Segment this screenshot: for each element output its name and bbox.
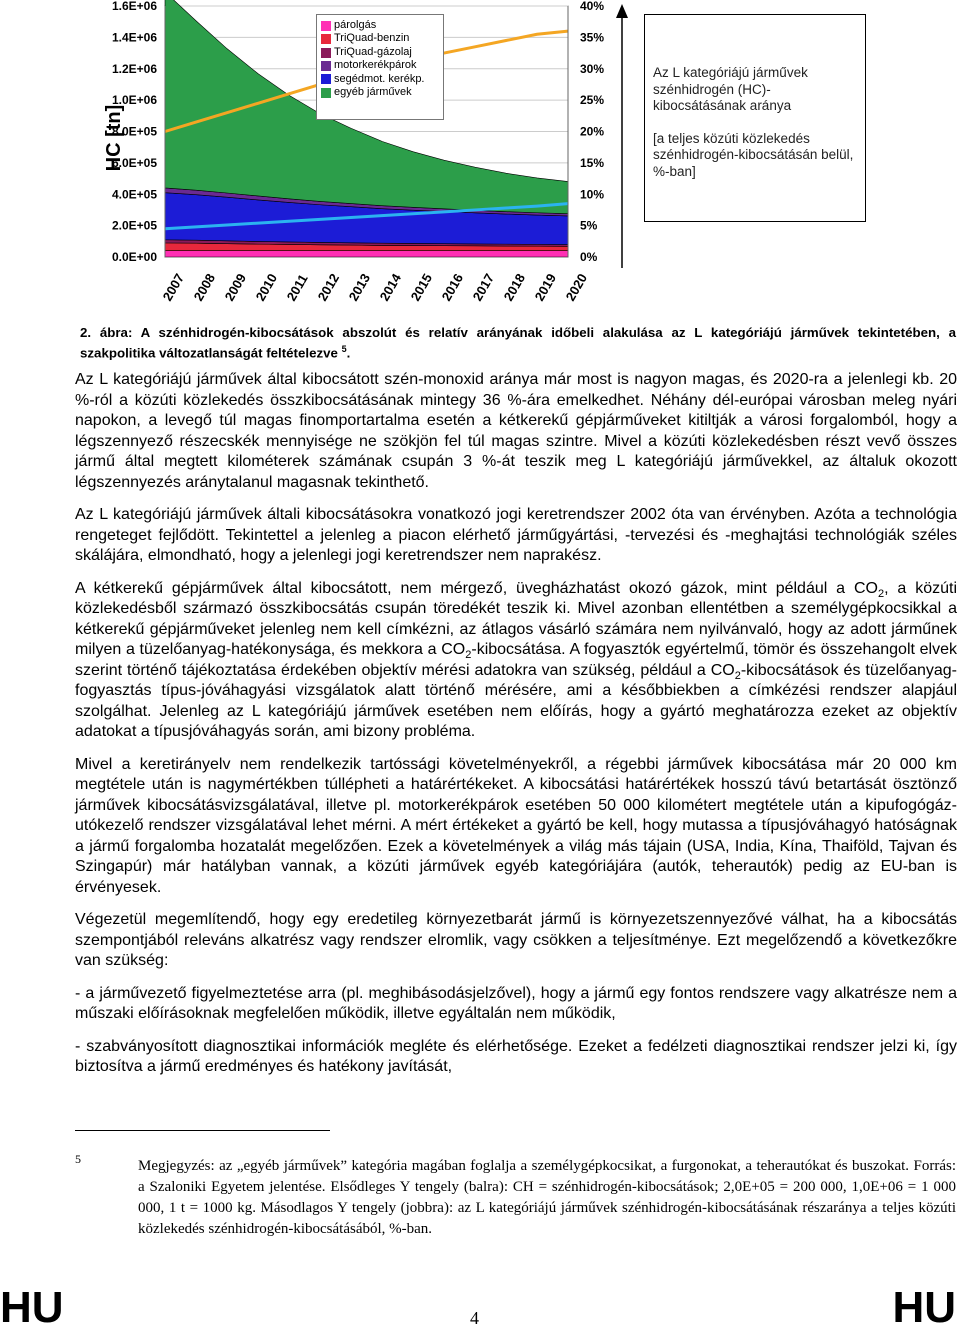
co2-subscript: 2 xyxy=(877,587,885,600)
x-tick-label: 2012 xyxy=(314,270,343,304)
legend-item xyxy=(321,32,443,45)
legend-item xyxy=(321,86,443,99)
x-tick-label: 2016 xyxy=(438,270,467,304)
legend-swatch xyxy=(321,34,331,44)
y-right-tick-label: 0% xyxy=(580,250,598,264)
y-right-tick-label: 20% xyxy=(580,124,605,139)
caption-end: . xyxy=(346,345,351,361)
y-left-tick-label: 8.0E+05 xyxy=(111,124,157,139)
x-tick-label: 2013 xyxy=(345,270,374,304)
y-left-tick-label: 4.0E+05 xyxy=(111,187,157,202)
paragraph-4: Mivel a keretirányelv nem rendelkezik tartóssági követelményekről, a régebbi járművek kibocsátása már 20 000 km megtétele után is nagymértékben túllépheti a határértékeket. A kibocsátási határértékek hosszú távú betartását ösztönző járművek kibocsátásvizsgálatával, illetve pl. motorkerékpárok esetében 50 000 kilométert megtétele után a kipufogógáz-utókezelő rendszer vizsgálatával lehet mérni. A mért értékeket a gyártó be kell, hogy mutassa a típusjóváhagyó hatóságnak a jármű forgalomba hozatalát megelőzően. Ezek a követelmények a világ más tájain (USA, India, Kína, Thaiföld, Tajvan és Szingapúr) már hatályban vannak, a közúti járművek egyéb kategóriájára (autók, teherautók) pedig az EU-ban is érvényesek. xyxy=(75,755,957,896)
y-right-tick-label: 10% xyxy=(580,187,605,202)
y-axis-title: HC [tn] xyxy=(103,104,125,172)
y-left-tick-label: 2.0E+05 xyxy=(111,218,157,233)
x-tick-label: 2011 xyxy=(283,271,311,304)
legend-label: TriQuad-gázolaj xyxy=(334,45,412,58)
legend-swatch xyxy=(321,21,331,31)
hc-emission-chart xyxy=(0,0,960,310)
co2-subscript: 2 xyxy=(734,669,741,682)
arrow-head-icon xyxy=(616,4,628,18)
page-number: 4 xyxy=(470,1308,479,1328)
p3-part-c: -kibocsátása. A fogyasztók egyértelmű, tömör és összehangolt elvek szerint történő tájékoztatása érdekében objektív mérési adatokra van szükség, például a CO xyxy=(75,641,957,679)
paragraph-7: - szabványosított diagnosztikai információk megléte és elérhetősége. Ezeket a fedélzeti diagnosztikai rendszer jelzi ki, így biztosítva a jármű eredményes és hatékony javítását, xyxy=(75,1037,957,1075)
caption-text: 2. ábra: A szénhidrogén-kibocsátások abszolút és relatív arányának időbeli alakulása az L kategóriájú járművek tekintetében, a szakpolitika változatlanságát feltételezve xyxy=(80,325,956,361)
legend-item xyxy=(321,73,443,86)
co2-subscript: 2 xyxy=(465,649,472,662)
y-right-tick-label: 15% xyxy=(580,155,605,170)
paragraph-3 xyxy=(75,579,957,743)
x-tick-label: 2017 xyxy=(469,270,498,304)
y-left-tick-label: 6.0E+05 xyxy=(111,155,157,170)
footnote-text: Megjegyzés: az „egyéb járművek” kategória magában foglalja a személygépkocsikat, a furgonokat, a teherautókat és buszokat. Forrás: a Szaloniki Egyetem jelentése. Elsődleges Y tengely (balra): CH = szénhidrogén-kibocsátások; 2,0E+05 = 200 000, 1,0E+06 = 1 000 000, 1 t = 1000 kg. Másodlagos Y tengely (jobbra): az L kategóriájú járművek szénhidrogén-kibocsátásának részaránya a teljes közúti közlekedés szénhidrogén-kibocsátásából, %-ban. xyxy=(138,1158,956,1237)
body-text xyxy=(75,370,957,1090)
y-right-tick-label: 5% xyxy=(580,218,598,233)
paragraph-2: Az L kategóriájú járművek általi kibocsátásokra vonatkozó jogi keretrendszer 2002 óta van érvényben. Azóta a technológia rengeteget fejlődött. Tekintettel a jelenleg a piacon elérhető járműgyártási, -tervezési és -meghajtási technológiák széles skálájára, elmondható, hogy a jelenlegi jogi keretrendszer nem naprakész. xyxy=(75,506,957,564)
y-left-tick-label: 1.4E+06 xyxy=(111,30,157,45)
legend-label: egyéb járművek xyxy=(334,86,412,99)
p1-part-a: Az L kategóriájú járművek által kibocsátott szén-monoxid aránya már most is nagyon magas, és 2020-ra a jelenlegi kb. xyxy=(75,371,940,388)
x-tick-label: 2015 xyxy=(407,270,436,304)
chart-legend xyxy=(316,14,444,120)
x-tick-label: 2020 xyxy=(562,270,591,304)
footer-language-left: HU xyxy=(0,1283,64,1332)
y-left-tick-label: 1.0E+06 xyxy=(111,93,157,108)
x-tick-label: 2010 xyxy=(252,270,281,304)
y-right-tick-label: 25% xyxy=(580,93,605,108)
legend-label: segédmot. kerékp. xyxy=(334,72,425,85)
x-tick-label: 2008 xyxy=(190,270,219,304)
chart-info-box xyxy=(644,14,866,222)
p1-highlight: 20 %-ról a közúti közlekedés összkibocsátásának mintegy 36 %-ára emelkedhet. xyxy=(75,371,957,409)
x-tick-label: 2019 xyxy=(531,270,560,304)
legend-swatch xyxy=(321,74,331,84)
caption-footnote-ref: 5 xyxy=(341,344,347,354)
x-tick-label: 2007 xyxy=(159,270,188,304)
legend-item xyxy=(321,46,443,59)
x-tick-label: 2009 xyxy=(221,270,250,304)
legend-swatch xyxy=(321,88,331,98)
y-right-tick-label: 40% xyxy=(580,0,605,13)
legend-label: motorkerékpárok xyxy=(334,59,417,72)
info-line-1: Az L kategóriájú járművek szénhidrogén (HC)-kibocsátásának aránya xyxy=(653,65,808,113)
legend-item xyxy=(321,59,443,72)
area-series xyxy=(165,251,568,257)
legend-label: párolgás xyxy=(334,19,377,31)
x-tick-label: 2018 xyxy=(500,270,529,304)
p3-part-b: , a közúti közlekedésből származó összkibocsátás csupán töredékét teszik ki. Mivel azonban ellentétben a személygépkocsikkal a kétkerekű gépjárműveket jelenleg nem kell címkézni, az átlagos vásárló számára nem nyilvánvaló, hogy az adott járműnek milyen a tüzelőanyag-hatékonysága, és mekkora a CO xyxy=(75,579,957,658)
y-left-tick-label: 1.6E+06 xyxy=(111,0,157,13)
p3-part-a: A kétkerekű gépjárművek által kibocsátott, nem mérgező, üvegházhatást okozó gázok, mint például a CO xyxy=(75,579,878,597)
p1-part-c: Néhány dél-európai városban meleg nyári napokon, a levegő túl magas finomportartalma esetén a kétkerekű gépjárműveket kitiltják a városi forgalomból, hogy a légszennyező részecskék mennyisége ne szökjön fel túl magas szintre. Mivel a közúti közlekedésben részt vevő összes jármű által megtett kilométerek számának csupán 3 %-át teszik meg L kategóriájú járművekkel, az általuk okozott légszennyezés aránytalanul magasnak tekinthető. xyxy=(75,391,957,491)
paragraph-5: Végezetül megemlítendő, hogy egy eredetileg környezetbarát jármű is környezetszennyezővé válhat, ha a kibocsátás szempontjából releváns alkatrész vagy rendszer elromlik, vagy csökken a teljesítménye. Ezt megelőzendő a következőkre van szükség: xyxy=(75,911,957,969)
y-left-tick-label: 1.2E+06 xyxy=(111,61,157,76)
y-left-tick-label: 0.0E+00 xyxy=(111,250,157,264)
footer-language-right: HU xyxy=(892,1283,956,1332)
legend-item xyxy=(321,19,443,32)
figure-caption xyxy=(80,324,956,361)
paragraph-6: - a járművezető figyelmeztetése arra (pl. meghibásodásjelzővel), hogy a jármű egy fontos rendszere vagy alkatrésze nem a műszaki előírásoknak megfelelően működik, illetve egyáltalán nem működik, xyxy=(75,984,957,1022)
p3-part-d: -kibocsátások és tüzelőanyag-fogyasztás típus-jóváhagyási vizsgálatok alatt történő mérésére, ami a későbbiekben a címkézési rendszer alapjául szolgálhat. Jelenleg az L kategóriájú járművek esetében nem előírás, hogy a gyártó meghatározza ezeket az objektív adatokat a típusjóváhagyás során, ami bizony probléma. xyxy=(75,661,957,740)
footnote-separator xyxy=(75,1130,330,1131)
legend-swatch xyxy=(321,61,331,71)
footnote-mark: 5 xyxy=(75,1152,81,1166)
legend-label: TriQuad-benzin xyxy=(334,32,410,45)
y-right-tick-label: 35% xyxy=(580,30,605,45)
x-tick-label: 2014 xyxy=(376,270,405,304)
paragraph-1 xyxy=(75,370,957,493)
y-right-tick-label: 30% xyxy=(580,61,605,76)
legend-swatch xyxy=(321,48,331,58)
info-line-2: [a teljes közúti közlekedés szénhidrogén-kibocsátásán belül, %-ban] xyxy=(653,130,854,179)
